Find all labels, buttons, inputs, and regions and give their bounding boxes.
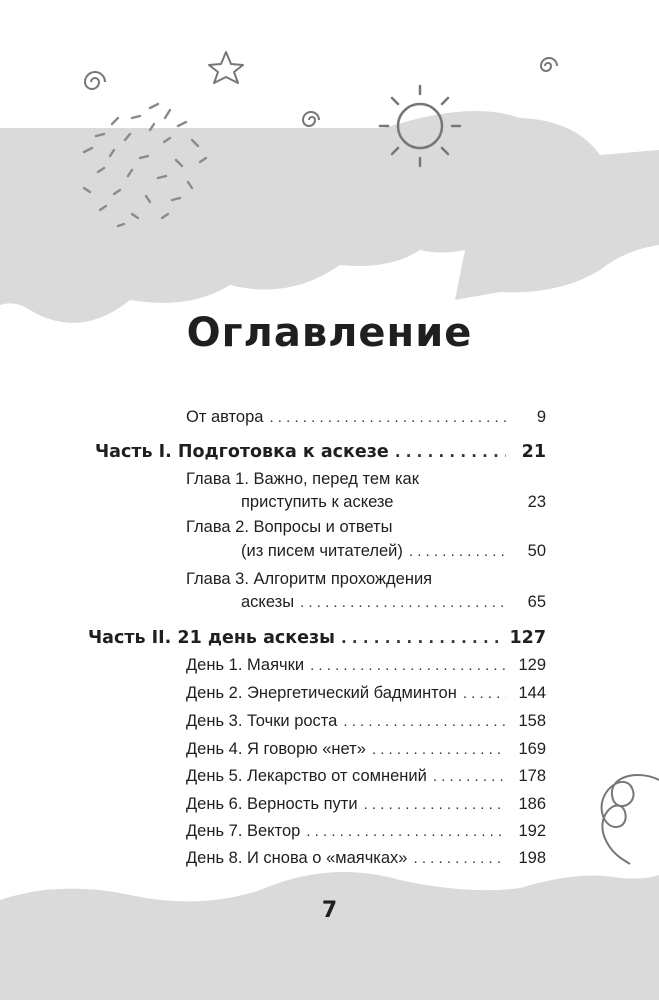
dot-leader bbox=[409, 543, 506, 560]
toc-entry-page: 9 bbox=[536, 408, 546, 426]
dot-leader bbox=[343, 713, 506, 730]
dot-leader bbox=[269, 409, 506, 426]
toc-entry-page: 144 bbox=[518, 684, 546, 702]
toc-entry-page: 192 bbox=[518, 822, 546, 840]
toc-entry-chapter-1[interactable] bbox=[241, 493, 546, 512]
page-number: 7 bbox=[321, 898, 338, 923]
toc-entry-day-5[interactable] bbox=[186, 767, 546, 786]
dot-leader bbox=[463, 685, 506, 702]
toc-entry-day-2[interactable] bbox=[186, 684, 546, 703]
toc-entry-page: 21 bbox=[521, 442, 546, 462]
toc-entry-day-6[interactable] bbox=[186, 795, 546, 814]
toc-entry-label: аскезы bbox=[241, 593, 295, 611]
toc-entry-label: День 6. Верность пути bbox=[186, 795, 358, 813]
toc-entry-day-4[interactable] bbox=[186, 740, 546, 759]
toc-entry-label: День 5. Лекарство от сомнений bbox=[186, 767, 427, 785]
toc-entry-label: приступить к аскезе bbox=[241, 493, 394, 511]
dot-leader bbox=[372, 741, 506, 758]
dot-leader bbox=[433, 768, 506, 785]
toc-entry-label: День 1. Маячки bbox=[186, 656, 305, 674]
toc-entry-page: 198 bbox=[518, 849, 546, 867]
toc-entry-day-3[interactable] bbox=[186, 712, 546, 731]
toc-entry-page: 158 bbox=[518, 712, 546, 730]
toc-entry-page: 127 bbox=[509, 628, 546, 648]
toc-entry-page: 129 bbox=[518, 656, 546, 674]
toc-entry-page: 169 bbox=[518, 740, 546, 758]
toc-entry-label: День 4. Я говорю «нет» bbox=[186, 740, 366, 758]
toc-entry-intro[interactable] bbox=[186, 408, 546, 427]
dot-leader bbox=[395, 443, 506, 461]
page-title: Оглавление bbox=[186, 310, 473, 356]
dot-leader bbox=[300, 594, 506, 611]
dot-leader bbox=[364, 796, 506, 813]
toc-entry-part-2[interactable] bbox=[88, 628, 546, 648]
toc-entry-chapter-3-line1[interactable]: Глава 3. Алгоритм прохождения bbox=[186, 570, 433, 588]
toc-entry-page: 65 bbox=[527, 593, 546, 611]
toc-entry-page: 178 bbox=[518, 767, 546, 785]
toc-entry-page: 186 bbox=[518, 795, 546, 813]
toc-entry-label: От автора bbox=[186, 408, 264, 426]
dot-leader bbox=[341, 629, 503, 647]
toc-entry-page: 23 bbox=[527, 493, 546, 511]
toc-entry-label: День 2. Энергетический бадминтон bbox=[186, 684, 457, 702]
toc-entry-page: 50 bbox=[527, 542, 546, 560]
toc-entry-chapter-2[interactable] bbox=[241, 542, 546, 561]
toc-entry-day-1[interactable] bbox=[186, 656, 546, 675]
toc-entry-label: День 7. Вектор bbox=[186, 822, 301, 840]
toc-entry-label: (из писем читателей) bbox=[241, 542, 403, 560]
toc-entry-chapter-2-line1[interactable]: Глава 2. Вопросы и ответы bbox=[186, 518, 393, 536]
toc-entry-day-7[interactable] bbox=[186, 822, 546, 841]
dot-leader bbox=[310, 657, 506, 674]
toc-entry-chapter-1-line1[interactable]: Глава 1. Важно, перед тем как bbox=[186, 470, 419, 488]
toc-entry-day-8[interactable] bbox=[186, 849, 546, 868]
toc-entry-label: Часть II. 21 день аскезы bbox=[88, 628, 336, 648]
dot-leader bbox=[306, 823, 506, 840]
toc-entry-part-1[interactable] bbox=[95, 442, 546, 462]
toc-entry-label: Часть I. Подготовка к аскезе bbox=[95, 442, 389, 462]
toc-entry-label: День 3. Точки роста bbox=[186, 712, 338, 730]
dot-leader bbox=[414, 850, 507, 867]
toc-entry-label: День 8. И снова о «маячках» bbox=[186, 849, 408, 867]
toc-entry-chapter-3[interactable] bbox=[241, 593, 546, 612]
